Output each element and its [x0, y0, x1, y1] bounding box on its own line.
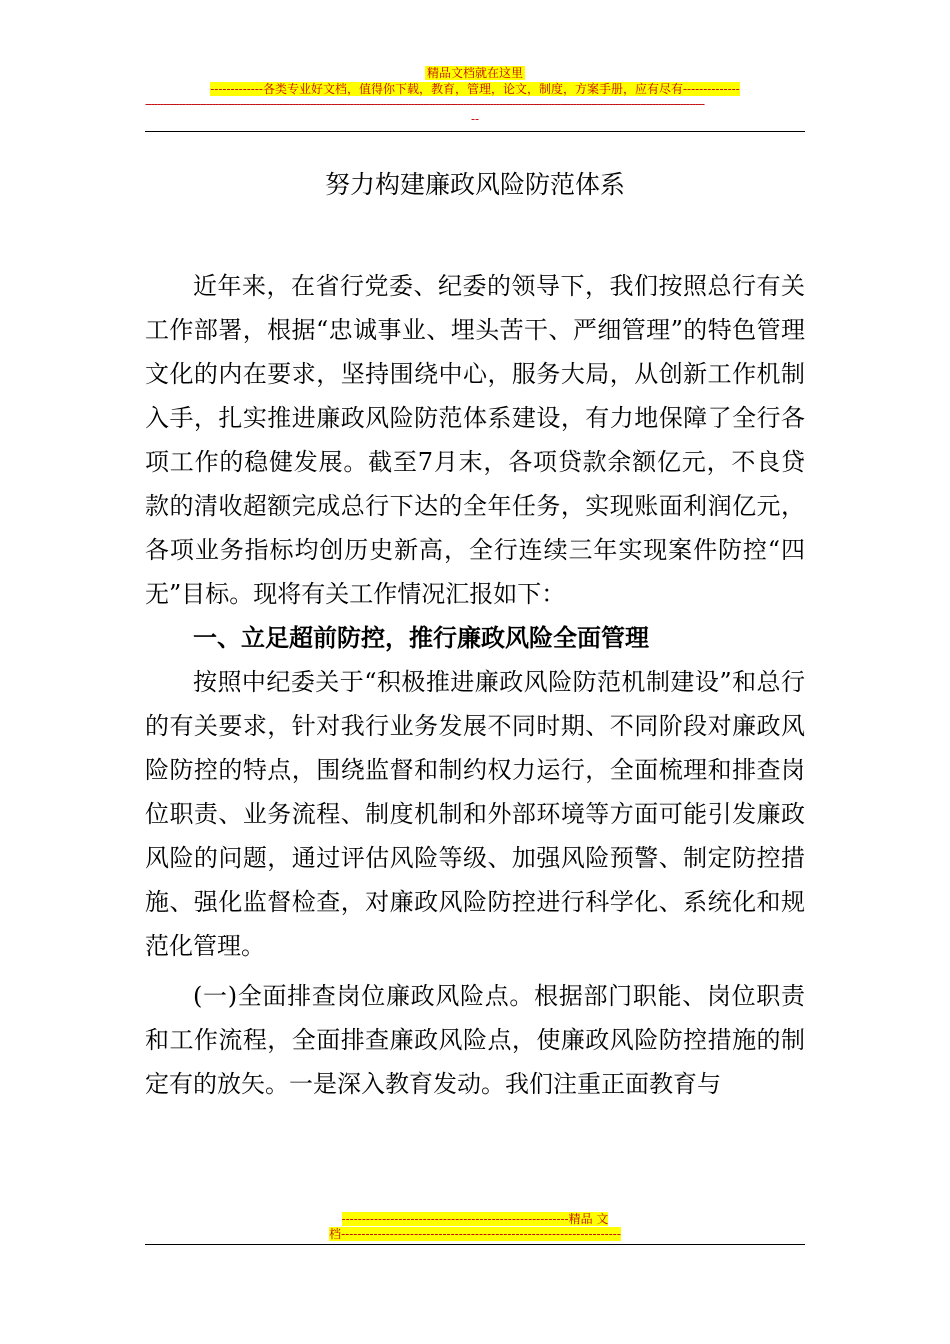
section-heading-1: 一、立足超前防控，推行廉政风险全面管理: [193, 624, 649, 652]
footer-banner-line1-text: --------------------------------------------------------精品 文: [341, 1212, 609, 1226]
header-banner-title: [0, 66, 950, 80]
header-dash-tail: --: [470, 112, 480, 126]
paragraph-section-1: 按照中纪委关于“积极推进廉政风险防范机制建设”和总行的有关要求，针对我行业务发展不同时期、不同阶段对廉政风险防控的特点，围绕监督和制约权力运行，全面梳理和排查岗位职责、业务流程、制度机制和外部环境等方面可能引发廉政风险的问题，通过评估风险等级、加强风险预警、制定防控措施、强化监督检查，对廉政风险防控进行科学化、系统化和规范化管理。: [145, 668, 805, 960]
header-banner-title-text: 精品文档就在这里: [426, 66, 523, 80]
header-dash-line: ---------------------------------------------------------------------------------------------------------------------------------------------------------------------------------------: [145, 97, 705, 111]
paragraph-intro: 近年来，在省行党委、纪委的领导下，我们按照总行有关工作部署，根据“忠诚事业、埋头苦干、严细管理”的特色管理文化的内在要求，坚持围绕中心，服务大局，从创新工作机制入手，扎实推进廉政风险防范体系建设，有力地保障了全行各项工作的稳健发展。截至7月末，各项贷款余额亿元，不良贷款的清收超额完成总行下达的全年任务，实现账面利润亿元，各项业务指标均创历史新高，全行连续三年实现案件防控“四无”目标。现将有关工作情况汇报如下：: [145, 272, 805, 608]
document-title: 努力构建廉政风险防范体系: [324, 170, 625, 199]
footer-banner-line1: [0, 1212, 950, 1226]
header-banner-slogan: [0, 82, 950, 96]
header-rule: [145, 131, 805, 132]
document-body: [145, 264, 805, 1106]
header-banner-slogan-text: -------------各类专业好文档，值得你下载，教育，管理，论文，制度，方案手册，应有尽有--------------: [210, 82, 740, 96]
footer-rule: [145, 1244, 805, 1245]
paragraph-subsection-1: (一)全面排查岗位廉政风险点。根据部门职能、岗位职责和工作流程，全面排查廉政风险点，使廉政风险防控措施的制定有的放矢。一是深入教育发动。我们注重正面教育与: [145, 982, 805, 1098]
footer-banner-line2-text: 档---------------------------------------------------------------------: [329, 1227, 621, 1241]
footer-banner-line2: [0, 1227, 950, 1241]
